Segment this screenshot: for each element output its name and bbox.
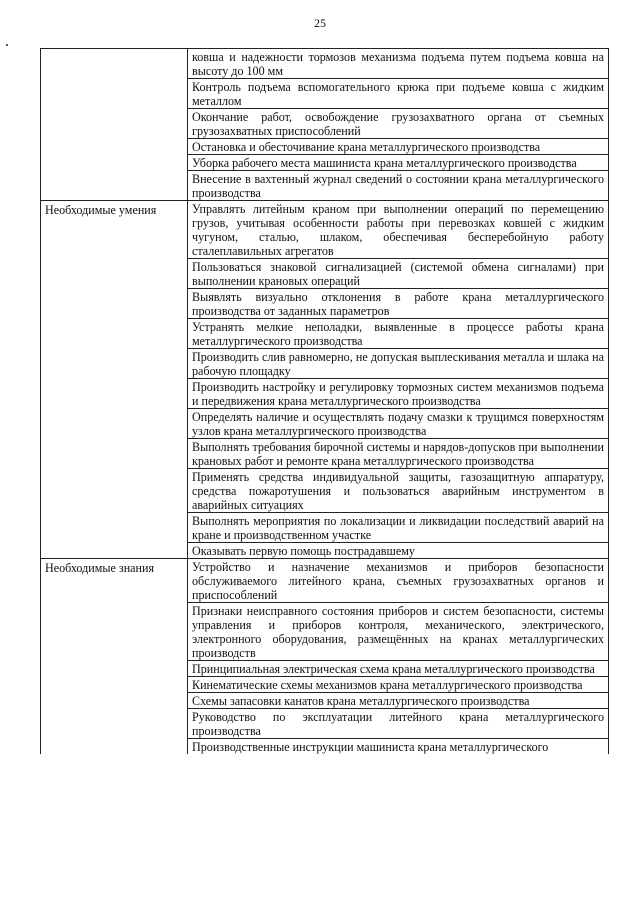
table-cell: Принципиальная электрическая схема крана металлургического производства: [188, 661, 609, 677]
scan-speck: [6, 44, 8, 46]
table-cell: ковша и надежности тормозов механизма подъема путем подъема ковша на высоту до 100 мм: [188, 49, 609, 79]
table-cell: Производить слив равномерно, не допуская выплескивания металла и шлака на рабочую площадку: [188, 349, 609, 379]
table-cell: Окончание работ, освобождение грузозахватного органа от съемных грузозахватных приспособлений: [188, 109, 609, 139]
section-label-knowledge: Необходимые знания: [41, 559, 188, 755]
table-row: [41, 559, 609, 603]
table-cell: Пользоваться знаковой сигнализацией (системой обмена сигналами) при выполнении крановых операций: [188, 259, 609, 289]
table-cell: Признаки неисправного состояния приборов и систем безопасности, системы управления и приборов контроля, механического, электрического, электронного оборудования, размещённых на кранах металлургических производств: [188, 603, 609, 661]
table-cell: Устройство и назначение механизмов и приборов безопасности обслуживаемого литейного крана, съемных грузозахватных органов и приспособлений: [188, 559, 609, 603]
table-cell: Выявлять визуально отклонения в работе крана металлургического производства от заданных параметров: [188, 289, 609, 319]
table-cell: Контроль подъема вспомогательного крюка при подъеме ковша с жидким металлом: [188, 79, 609, 109]
table-cell: Оказывать первую помощь пострадавшему: [188, 543, 609, 559]
table-cell: Остановка и обесточивание крана металлургического производства: [188, 139, 609, 155]
page-number: 25: [314, 16, 326, 30]
table-cell: Выполнять требования бирочной системы и нарядов-допусков при выполнении крановых работ и ремонте крана металлургического производства: [188, 439, 609, 469]
table-cell: Внесение в вахтенный журнал сведений о состоянии крана металлургического производства: [188, 171, 609, 201]
table-cell: Устранять мелкие неполадки, выявленные в процессе работы крана металлургического производства: [188, 319, 609, 349]
section-label-skills: Необходимые умения: [41, 201, 188, 559]
table-cell: Схемы запасовки канатов крана металлургического производства: [188, 693, 609, 709]
table-cell: Производственные инструкции машиниста крана металлургического: [188, 739, 609, 755]
table-cell: Управлять литейным краном при выполнении операций по перемещению грузов, учитывая особенности работы при перевозках ковшей с жидким чугуном, сталью, шлаком, обеспечивая бесперебойную работу сталеплавильных агрегатов: [188, 201, 609, 259]
section-label: [41, 49, 188, 201]
table-row: [41, 49, 609, 79]
table-row: [41, 201, 609, 259]
competency-table: [40, 48, 609, 754]
table-cell: Кинематические схемы механизмов крана металлургического производства: [188, 677, 609, 693]
table-cell: Производить настройку и регулировку тормозных систем механизмов подъема и передвижения крана металлургического производства: [188, 379, 609, 409]
table-cell: Уборка рабочего места машиниста крана металлургического производства: [188, 155, 609, 171]
table-cell: Применять средства индивидуальной защиты, газозащитную аппаратуру, средства пожаротушения и пользоваться аварийным инструментом в аварийных ситуациях: [188, 469, 609, 513]
table-cell: Выполнять мероприятия по локализации и ликвидации последствий аварий на кране и производственном участке: [188, 513, 609, 543]
table-cell: Определять наличие и осуществлять подачу смазки к трущимся поверхностям узлов крана металлургического производства: [188, 409, 609, 439]
table-cell: Руководство по эксплуатации литейного крана металлургического производства: [188, 709, 609, 739]
